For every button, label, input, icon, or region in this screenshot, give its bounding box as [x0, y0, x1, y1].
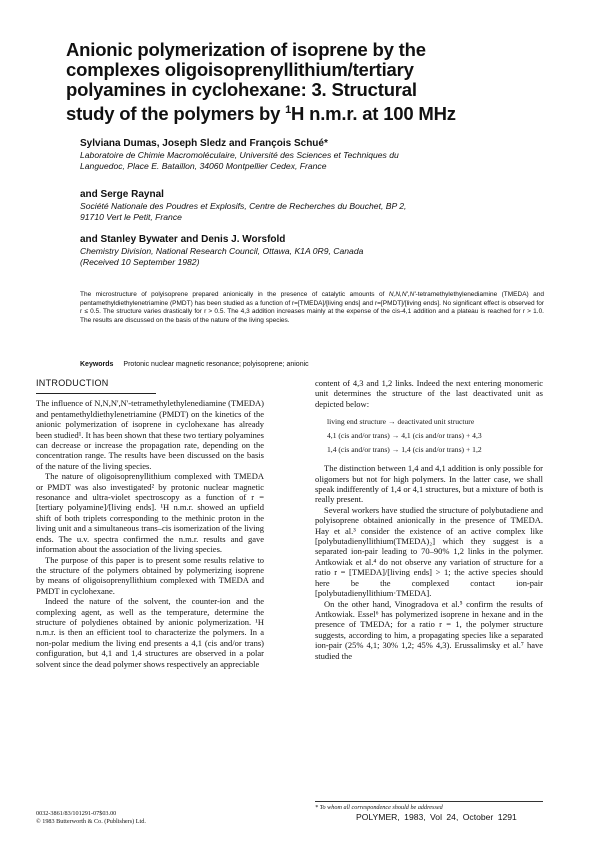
author-names: and Stanley Bywater and Denis J. Worsfold: [80, 234, 286, 245]
paragraph: The distinction between 1,4 and 4,1 addition is only possible for oligomers but not for high polymers. In the latter case, we shall speak indifferently of 1,4 or 4,1 structures, but a mixture of both is really present.: [315, 463, 543, 505]
abstract: [80, 291, 544, 325]
author-block-3: [80, 233, 550, 268]
title-line: complexes oligoisoprenyllithium/tertiary: [66, 59, 414, 80]
paragraph: On the other hand, Vinogradova et al.⁵ confirm the results of Antkowiak. Essel⁶ has polymerized isoprene in hexane and in the presence of TMEDA; for a ratio r = 1, the polymer structure suggests, according to him, a propagating species like a separated ion-pair (25% 4,1; 30% 1,2; 45% 4,3). Erussalimsky et al.⁷ have studied the: [315, 598, 543, 661]
received-date: (Received 10 September 1982): [80, 257, 200, 267]
footer-journal: [356, 812, 517, 822]
article-title: [66, 40, 536, 124]
column-right: [315, 378, 543, 661]
page-number: 1291: [497, 812, 517, 822]
affiliation: Chemistry Division, National Research Council, Ottawa, K1A 0R9, Canada: [80, 246, 364, 256]
author-names: and Serge Raynal: [80, 189, 164, 200]
heading-rule: [36, 393, 156, 394]
paragraph: Several workers have studied the structure of polybutadiene and polyisoprene obtained anionically in the presence of TMEDA. Hay et al.³ consider the existence of an active complex like [polybutadienyllithium(TMEDA)₂] which they suggest is a separated ion-pair leading to 70–90% 1,2 links in the polymer. Antkowiak et al.⁴ do not observe any variation of structure for a ratio r = [TMEDA]/[living ends] > 1; the active species should here be the complexed contact ion-pair [polybutadienyllithium·TMEDA].: [315, 504, 543, 599]
scheme-line: 1,4 (cis and/or trans) → 1,4 (cis and/or trans) + 1,2: [327, 445, 482, 455]
copyright-line: © 1983 Butterworth & Co. (Publishers) Ltd.: [36, 818, 146, 825]
affiliation: Laboratoire de Chimie Macromoléculaire, Université des Sciences et Techniques du: [80, 150, 399, 160]
abstract-text: -tetramethylethylenediamine (TMEDA) and pentamethyldiethylenetriamine (PMDT) has been studied as a function of r=[TMEDA]/[living ends] and r=[PMDT]/[living ends]. No significant effect is observed for r ≤ 0.5. The structure varies drastically for r > 0.5. The 4,3 addition increases mainly at the expense of the cis-4,1 addition and a plateau is reached for r > 1.0. The results are discussed on the basis of the nature of the living species.: [80, 291, 544, 324]
paragraph: The purpose of this paper is to present some results relative to the structure of the polymers obtained by polymerizing isoprene by means of oligoisoprenyllithium complexed with TMEDA and PMDT in cyclohexane.: [36, 554, 264, 596]
abstract-text: The microstructure of polyisoprene prepared anionically in the presence of catalytic amounts of: [80, 291, 389, 298]
footnote: * To whom all correspondence should be addressed: [315, 801, 543, 811]
column-left: [36, 378, 264, 669]
paragraph: The nature of oligoisoprenyllithium complexed with TMEDA or PMDT was also investigated² by protonic nuclear magnetic resonance and ultra-violet spectroscopy as a function of r = [tertiary polyamine]/[living ends]. ¹H n.m.r. showed an upfield shift of both triplets corresponding to the methinic proton in the living unit and a simultaneous trans–cis isomerization of the living ends. The u.v. spectra confirmed the n.m.r. results and gave information about the association of the living species.: [36, 471, 264, 555]
scheme-line: 4,1 (cis and/or trans) → 4,1 (cis and/or trans) + 4,3: [327, 431, 482, 441]
author-names: Sylviana Dumas, Joseph Sledz and François Schué*: [80, 138, 328, 149]
title-line: H n.m.r. at 100 MHz: [291, 103, 456, 125]
scheme-line: living end structure → deactivated unit structure: [327, 417, 475, 427]
title-superscript: 1: [285, 104, 292, 116]
keywords: [80, 361, 544, 368]
author-block-2: [80, 188, 550, 223]
journal-citation: POLYMER, 1983, Vol 24, October: [356, 812, 494, 822]
section-heading: INTRODUCTION: [36, 378, 109, 388]
reaction-scheme: [327, 415, 543, 457]
paragraph: content of 4,3 and 1,2 links. Indeed the next entering monomeric unit determines the structure of the last deactivated unit as depicted below:: [315, 378, 543, 409]
keywords-text: Protonic nuclear magnetic resonance; polyisoprene; anionic: [123, 361, 309, 368]
issn-code: 0032-3861/83/101291-07$03.00: [36, 810, 117, 817]
affiliation: Languedoc, Place E. Bataillon, 34060 Montpellier Cedex, France: [80, 161, 327, 171]
title-line: study of the polymers by: [66, 103, 281, 125]
affiliation: 91710 Vert le Petit, France: [80, 212, 182, 222]
paragraph: The influence of N,N,N',N'-tetramethylethylenediamine (TMEDA) and pentamethyldiethylenetriamine (PMDT) on the kinetics of the anionic polymerization of isoprene in cyclohexane has already been studied¹. It has been shown that these two tertiary polyamines can decrease or increase the propagation rate, depending on the concentration range. The results have been discussed on the basis of the nature of the living species.: [36, 398, 264, 471]
keywords-label: Keywords: [80, 361, 114, 368]
affiliation: Société Nationale des Poudres et Explosifs, Centre de Recherches du Bouchet, BP 2,: [80, 201, 407, 211]
title-line: polyamines in cyclohexane: 3. Structural: [66, 79, 417, 100]
paragraph: Indeed the nature of the solvent, the counter-ion and the complexing agent, as well as the temperature, determine the structure of polydienes obtained by anionic polymerization. ¹H n.m.r. is then an efficient tool to characterize the polymers. In a non-polar medium the living end presents a 4,1 (cis and/or trans) configuration, but 4,1 and 1,4 structures are observed in a polar solvent since the dead polymer shows respectively an appreciable: [36, 596, 264, 669]
author-block-1: [80, 137, 550, 172]
title-line: Anionic polymerization of isoprene by the: [66, 39, 426, 60]
footer-copyright: [36, 810, 146, 826]
abstract-text-italic: N,N,N',N': [388, 291, 416, 298]
